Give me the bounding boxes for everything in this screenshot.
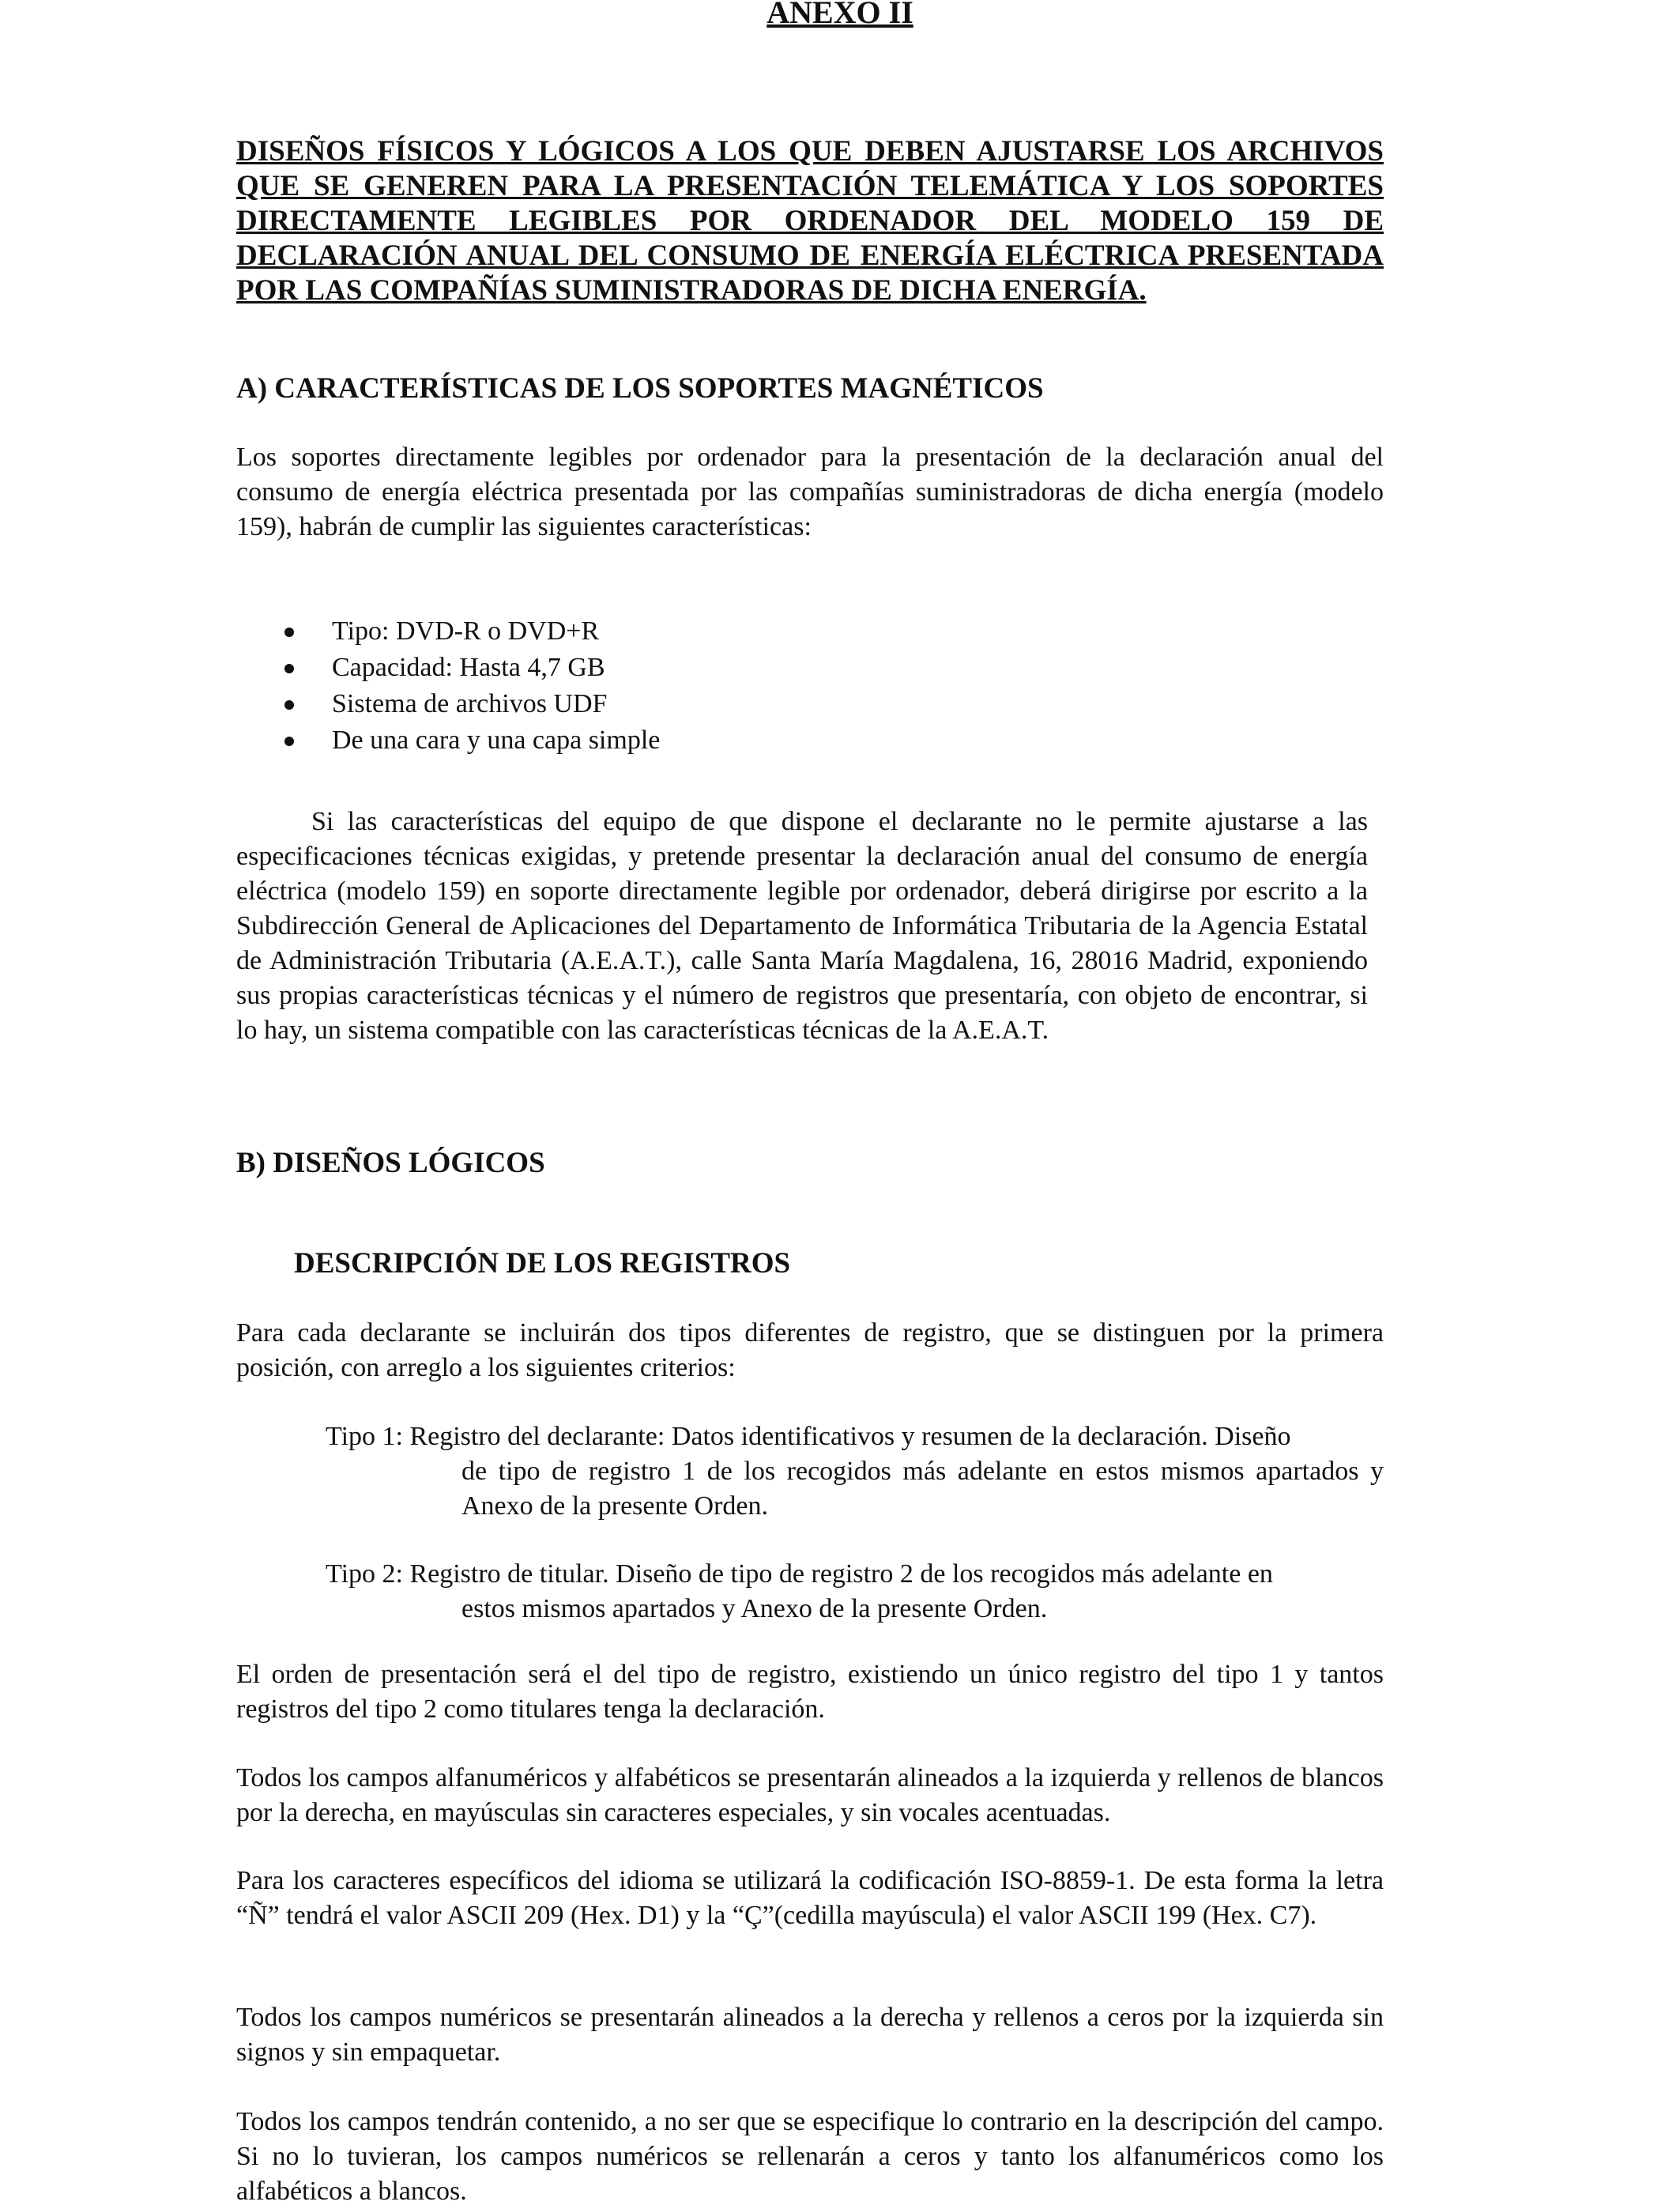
list-item: De una cara y una capa simple — [284, 722, 660, 759]
list-item: Tipo: DVD-R o DVD+R — [284, 613, 660, 650]
record-type-2 — [326, 1557, 1384, 1627]
list-item: Capacidad: Hasta 4,7 GB — [284, 650, 660, 686]
records-subheading: DESCRIPCIÓN DE LOS REGISTROS — [294, 1247, 791, 1280]
bullet-icon — [284, 700, 294, 710]
section-a-intro: Los soportes directamente legibles por ordenador para la presentación de la declaración anual del consumo de energía eléctrica presentada por las compañías suministradoras de dicha energía (modelo 159), habrán de cumplir las siguientes características: — [236, 443, 1384, 541]
section-a-paragraph: Si las características del equipo de que dispone el declarante no le permite ajustarse a las especificaciones técnicas exigidas, y pretende presentar la declaración anual del consumo de energía eléctrica (modelo 159) en soporte directamente legible por ordenador, deberá dirigirse por escrito a la Subdirección General de Aplicaciones del Departamento de Informática Tributaria de la Agencia Estatal de Administración Tributaria (A.E.A.T.), calle Santa María Magdalena, 16, 28016 Madrid, exponiendo sus propias características técnicas y el número de registros que presentaría, con objeto de encontrar, si lo hay, un sistema compatible con las características técnicas de la A.E.A.T. — [236, 807, 1368, 1045]
record-type-1 — [326, 1419, 1384, 1524]
page-title: ANEXO II — [767, 0, 913, 30]
record-type-2-label: Tipo 2: Registro de titular. Diseño de tipo de registro 2 de los recogidos más adelante en — [326, 1559, 1273, 1589]
section-a-heading: A) CARACTERÍSTICAS DE LOS SOPORTES MAGNÉTICOS — [236, 372, 1044, 405]
main-heading: DISEÑOS FÍSICOS Y LÓGICOS A LOS QUE DEBEN AJUSTARSE LOS ARCHIVOS QUE SE GENEREN PARA LA PRESENTACIÓN TELEMÁTICA Y LOS SOPORTES DIRECTAMENTE LEGIBLES POR ORDENADOR DEL MODELO 159 DE DECLARACIÓN ANUAL DEL CONSUMO DE ENERGÍA ELÉCTRICA PRESENTADA POR LAS COMPAÑÍAS SUMINISTRADORAS DE DICHA ENERGÍA. — [236, 135, 1384, 307]
alphanumeric-paragraph: Todos los campos alfanuméricos y alfabéticos se presentarán alineados a la izquierda y rellenos de blancos por la derecha, en mayúsculas sin caracteres especiales, y sin vocales acentuadas. — [236, 1763, 1384, 1827]
record-type-1-text: de tipo de registro 1 de los recogidos más adelante en estos mismos apartados y Anexo de la presente Orden. — [461, 1457, 1384, 1521]
numeric-paragraph: Todos los campos numéricos se presentarán alineados a la derecha y rellenos a ceros por la izquierda sin signos y sin empaquetar. — [236, 2003, 1384, 2067]
record-type-2-text: estos mismos apartados y Anexo de la presente Orden. — [461, 1594, 1048, 1623]
record-type-1-label: Tipo 1: Registro del declarante: Datos identificativos y resumen de la declaración. Diseño — [326, 1422, 1291, 1451]
content-paragraph: Todos los campos tendrán contenido, a no ser que se especifique lo contrario en la descripción del campo. Si no lo tuvieran, los campos numéricos se rellenarán a ceros y tanto los alfanuméricos como los alfabéticos a blancos. — [236, 2107, 1384, 2206]
records-intro: Para cada declarante se incluirán dos tipos diferentes de registro, que se distinguen por la primera posición, con arreglo a los siguientes criterios: — [236, 1318, 1384, 1382]
bullet-icon — [284, 664, 294, 673]
encoding-paragraph: Para los caracteres específicos del idioma se utilizará la codificación ISO-8859-1. De esta forma la letra “Ñ” tendrá el valor ASCII 209 (Hex. D1) y la “Ç”(cedilla mayúscula) el valor ASCII 199 (Hex. C7). — [236, 1866, 1384, 1930]
bullet-icon — [284, 628, 294, 637]
media-specs-list — [284, 613, 660, 759]
bullet-icon — [284, 737, 294, 746]
order-paragraph: El orden de presentación será el del tipo de registro, existiendo un único registro del tipo 1 y tantos registros del tipo 2 como titulares tenga la declaración. — [236, 1660, 1384, 1724]
list-item: Sistema de archivos UDF — [284, 686, 660, 722]
section-b-heading: B) DISEÑOS LÓGICOS — [236, 1147, 545, 1179]
